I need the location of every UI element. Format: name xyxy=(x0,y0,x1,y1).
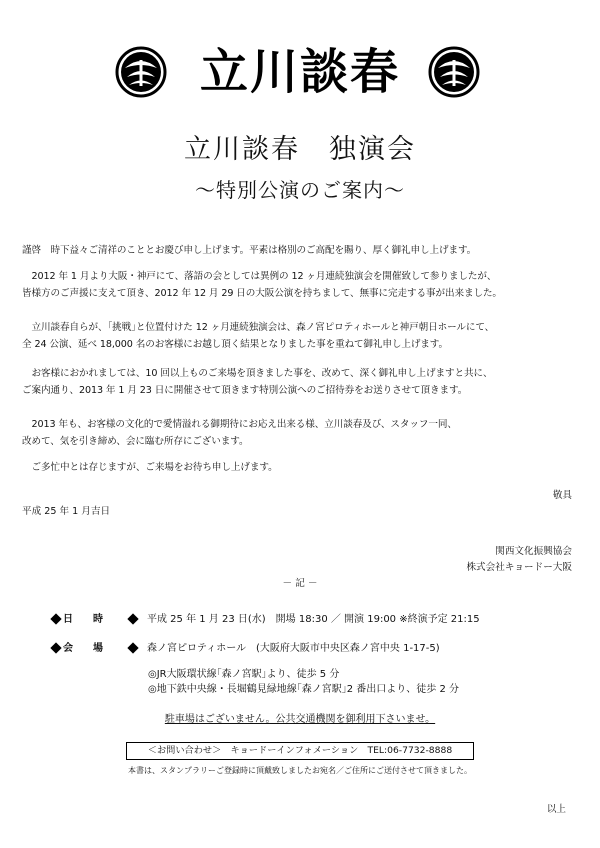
parking-text: 駐車場はございません。公共交通機関を御利用下さいませ。 xyxy=(164,714,436,725)
sender-company: 株式会社キョードー大阪 xyxy=(466,562,572,573)
diamond-bullet-icon xyxy=(50,613,61,624)
end-mark: 以上 xyxy=(546,804,566,815)
paragraph-greeting: 謹啓 時下益々ご清祥のこととお慶び申し上げます。平素は格別のご高配を賜り、厚く御礼申し上げます。 xyxy=(22,245,477,256)
page-subtitle: 〜特別公演のご案内〜 xyxy=(195,178,405,202)
paragraph-line: 2013 年も、お客様の文化的で愛情溢れる御期待にお応え出来る様、立川談春及び、スタッフ一同、 xyxy=(22,419,457,430)
notice-heading: － 記 － xyxy=(282,578,318,589)
datetime-label: 日 時 xyxy=(63,614,103,625)
paragraph-line: 全 24 公演、延べ 18,000 名のお客様にお越し頂く結果となりました事を重ねて御礼申し上げます。 xyxy=(22,339,449,350)
paragraph-line: お客様におかれましては、10 回以上ものご来場を頂きました事を、改めて、深く御礼申し上げますと共に、 xyxy=(22,368,493,379)
pine-crest-icon xyxy=(428,46,480,98)
closing-keigu: 敬具 xyxy=(552,490,572,501)
paragraph-line: 2012 年 1 月より大阪・神戸にて、落語の会としては異例の 12 ヶ月連続独演会を開催致して参りましたが、 xyxy=(22,271,497,282)
event-datetime-row xyxy=(52,612,480,628)
paragraph-line: 皆様方のご声援に支えて頂き、2012 年 12 月 29 日の大阪公演を持ちまして、無事に完走する事が出来ました。 xyxy=(22,288,502,299)
sender-org: 関西文化振興協会 xyxy=(495,546,572,557)
paragraph-line: 改めて、気を引き締め、会に臨む所存にございます。 xyxy=(22,436,249,447)
contact-info-box: ＜お問い合わせ＞ キョードーインフォメーション TEL:06-7732-8888 xyxy=(126,742,474,760)
paragraph-line: ご案内通り、2013 年 1 月 23 日に開催させて頂きます特別公演へのご招待券をお送りさせて頂きます。 xyxy=(22,385,468,396)
paragraph-line: ご多忙中とは存じますが、ご来場をお待ち申し上げます。 xyxy=(22,462,278,473)
privacy-note: 本書は、スタンプラリーご登録時に頂戴致しましたお宛名／ご住所にご送付させて頂きました。 xyxy=(128,766,472,775)
access-line: ◎JR大阪環状線｢森ノ宮駅｣より、徒歩 5 分 xyxy=(148,669,340,680)
access-line: ◎地下鉄中央線・長堀鶴見緑地線｢森ノ宮駅｣2 番出口より、徒歩 2 分 xyxy=(148,684,459,695)
venue-label: 会 場 xyxy=(63,643,103,654)
brand-logo-text: 立川談春 xyxy=(199,44,400,100)
diamond-bullet-icon xyxy=(50,642,61,653)
venue-value: 森ノ宮ピロティホール (大阪府大阪市中央区森ノ宮中央 1-17-5) xyxy=(147,643,440,654)
event-venue-row xyxy=(52,641,440,657)
paragraph-line: 立川談春自らが、｢挑戦｣と位置付けた 12 ヶ月連続独演会は、森ノ宮ピロティホールと神戸朝日ホールにて、 xyxy=(22,322,495,333)
page-title: 立川談春 独演会 xyxy=(184,134,416,165)
parking-notice xyxy=(0,712,600,728)
datetime-value: 平成 25 年 1 月 23 日(水) 開場 18:30 ／ 開演 19:00 ※終演予定 21:15 xyxy=(147,614,480,625)
pine-crest-icon xyxy=(115,46,167,98)
letter-date: 平成 25 年 1 月吉日 xyxy=(22,506,111,517)
